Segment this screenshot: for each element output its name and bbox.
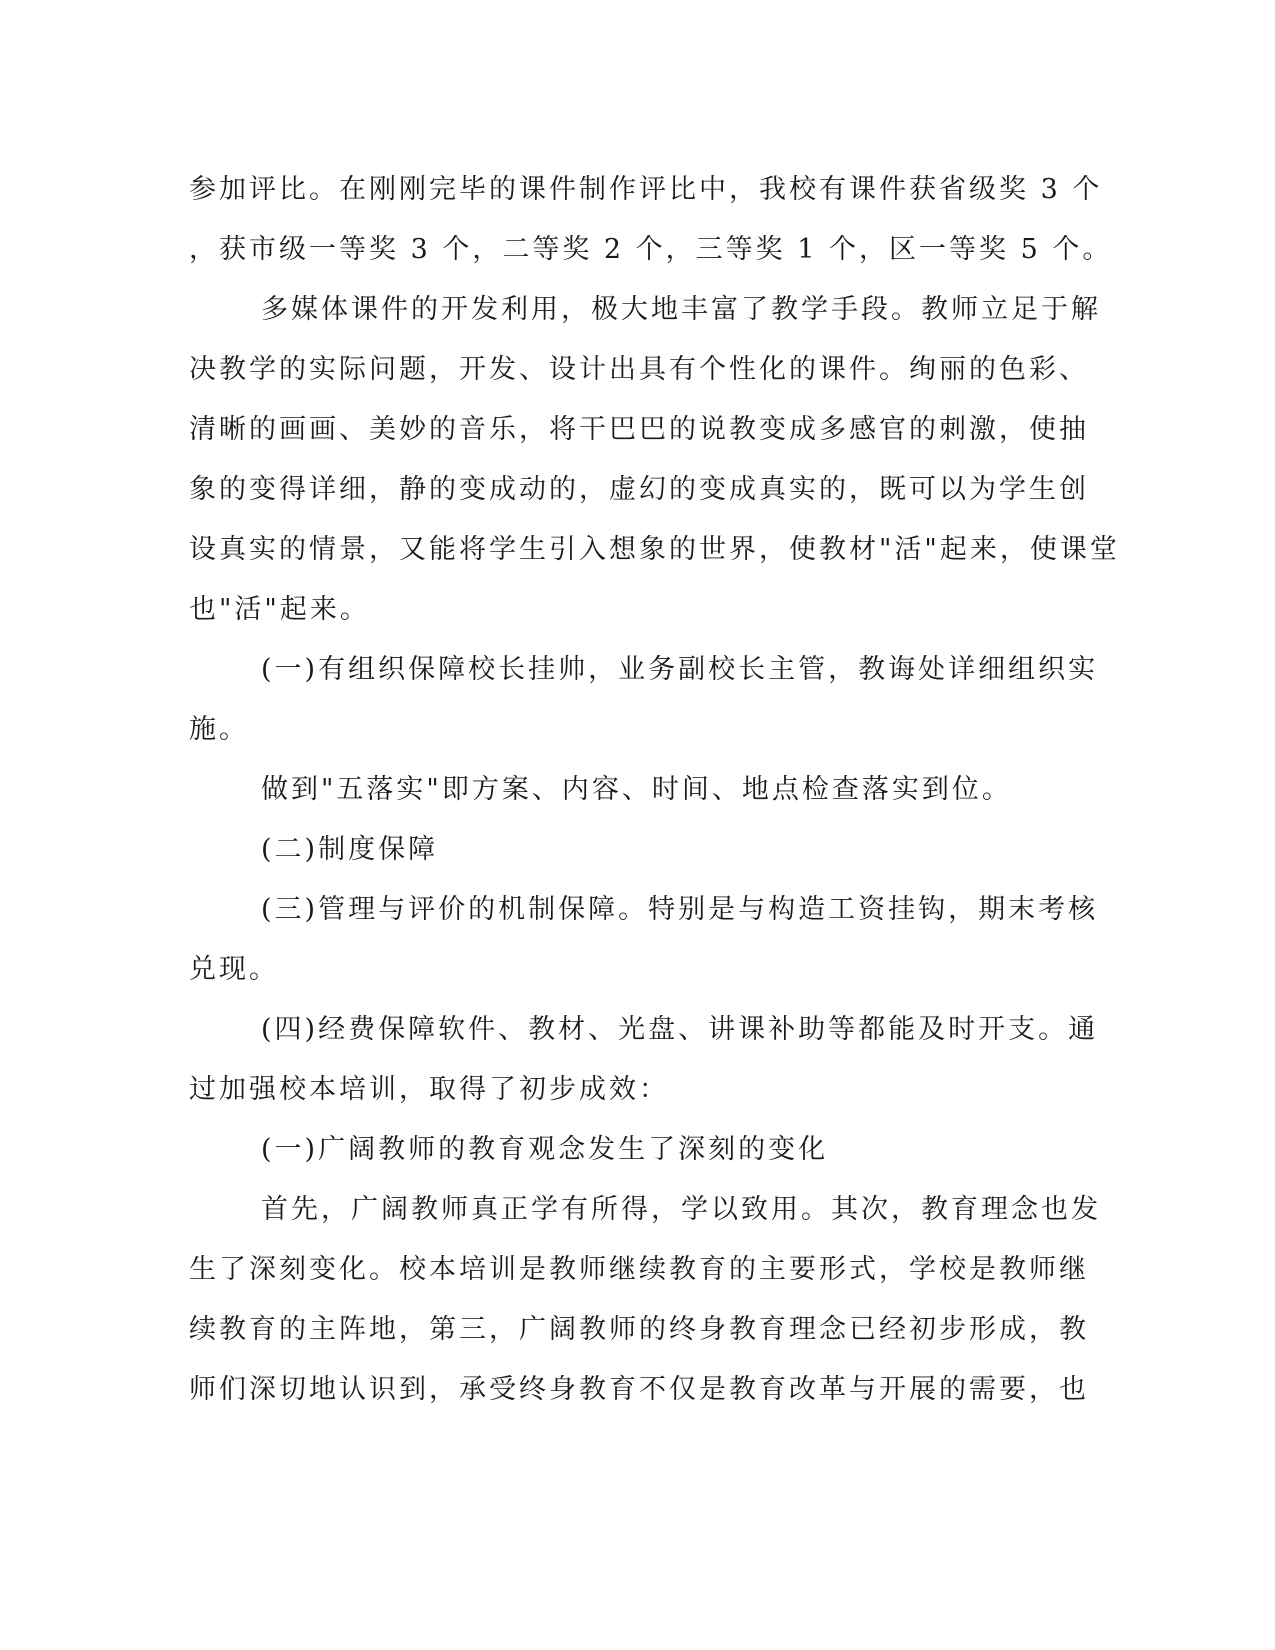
text-line: 首先，广阔教师真正学有所得，学以致用。其次，教育理念也发 (261, 1194, 1101, 1225)
text-line: (三)管理与评价的机制保障。特别是与构造工资挂钩，期末考核 (261, 894, 1099, 925)
text-line: 续教育的主阵地，第三，广阔教师的终身教育理念已经初步形成，教 (189, 1314, 1089, 1345)
text-line: 过加强校本培训，取得了初步成效： (189, 1074, 669, 1105)
text-line: 决教学的实际问题，开发、设计出具有个性化的课件。绚丽的色彩、 (189, 354, 1089, 385)
text-line: (一)有组织保障校长挂帅，业务副校长主管，教诲处详细组织实 (261, 654, 1099, 685)
text-line: 生了深刻变化。校本培训是教师继续教育的主要形式，学校是教师继 (189, 1254, 1089, 1285)
text-line: 清晰的画画、美妙的音乐，将干巴巴的说教变成多感官的刺激，使抽 (189, 414, 1089, 445)
text-line: 象的变得详细，静的变成动的，虚幻的变成真实的，既可以为学生创 (189, 474, 1089, 505)
text-line: ，获市级一等奖 3 个，二等奖 2 个，三等奖 1 个，区一等奖 5 个。 (189, 234, 1113, 265)
text-line: 做到"五落实"即方案、内容、时间、地点检查落实到位。 (261, 774, 1012, 805)
text-line: 多媒体课件的开发利用，极大地丰富了教学手段。教师立足于解 (261, 294, 1101, 325)
text-line: 兑现。 (189, 954, 279, 985)
text-line: 参加评比。在刚刚完毕的课件制作评比中，我校有课件获省级奖 3 个 (189, 174, 1103, 205)
text-line: (四)经费保障软件、教材、光盘、讲课补助等都能及时开支。通 (261, 1014, 1099, 1045)
text-line: 施。 (189, 714, 249, 745)
document-body (189, 160, 1120, 1420)
text-line: (二)制度保障 (261, 834, 439, 865)
text-line: (一)广阔教师的教育观念发生了深刻的变化 (261, 1134, 829, 1165)
text-line: 师们深切地认识到，承受终身教育不仅是教育改革与开展的需要，也 (189, 1374, 1089, 1405)
text-line: 设真实的情景，又能将学生引入想象的世界，使教材"活"起来，使课堂 (189, 534, 1120, 565)
text-line: 也"活"起来。 (189, 594, 370, 625)
